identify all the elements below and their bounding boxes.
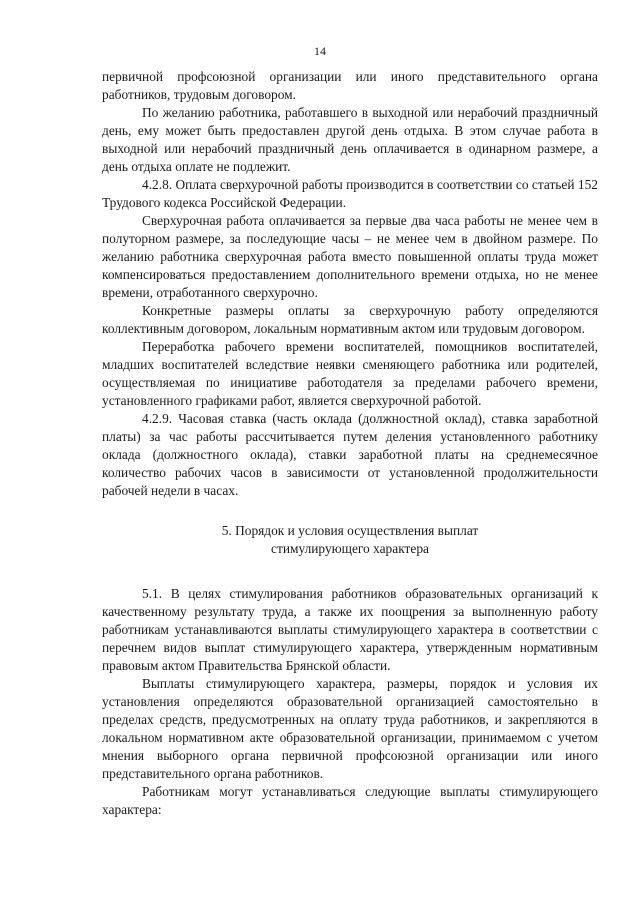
paragraph: 4.2.9. Часовая ставка (часть оклада (должностной оклад), ставка заработной платы) за час работы рассчитывается путем деления установленного работнику оклада (должностного оклада), ставки заработной платы на среднемесячное количество рабочих часов в зависимости от установленной продолжительности рабочей недели в часах. xyxy=(102,411,598,498)
paragraph: Выплаты стимулирующего характера, размеры, порядок и условия их установления определяются образовательной организацией самостоятельно в пределах средств, предусмотренных на оплату труда работников, и закрепляются в локальном нормативном акте образовательной организации, принимаемом с учетом мнения выборного органа первичной профсоюзной организации или иного представительного органа работников. xyxy=(102,676,598,781)
section-heading-line: стимулирующего характера xyxy=(271,541,429,556)
section-heading-line: 5. Порядок и условия осуществления выплат xyxy=(221,523,479,538)
paragraph: Сверхурочная работа оплачивается за первые два часа работы не менее чем в полуторном размере, за последующие часы – не менее чем в двойном размере. По желанию работника сверхурочная работа вместо повышенной оплаты труда может компенсироваться предоставлением дополнительного времени отдыха, но не менее времени, отработанного сверхурочно. xyxy=(102,213,598,300)
paragraph: Переработка рабочего времени воспитателей, помощников воспитателей, младших воспитателей вследствие неявки сменяющего работника или родителей, осуществляемая по инициативе работодателя за пределами рабочего времени, установленного графиками работ, является сверхурочной работой. xyxy=(102,339,598,408)
paragraph: 4.2.8. Оплата сверхурочной работы производится в соответствии со статьей 152 Трудового кодекса Российской Федерации. xyxy=(102,177,598,210)
paragraph: первичной профсоюзной организации или иного представительного органа работников, трудовым договором. xyxy=(102,69,598,102)
paragraph: 5.1. В целях стимулирования работников образовательных организаций к качественному результату труда, а также их поощрения за выполненную работу работникам устанавливаются выплаты стимулирующего характера в соответствии с перечнем видов выплат стимулирующего характера, утвержденным нормативным правовым актом Правительства Брянской области. xyxy=(102,586,598,673)
document-body xyxy=(102,68,598,819)
paragraph: По желанию работника, работавшего в выходной или нерабочий праздничный день, ему может быть предоставлен другой день отдыха. В этом случае работа в выходной или нерабочий праздничный день оплачивается в одинарном размере, а день отдыха оплате не подлежит. xyxy=(102,105,598,174)
paragraph: Работникам могут устанавливаться следующие выплаты стимулирующего характера: xyxy=(102,784,598,817)
section-heading xyxy=(102,522,598,558)
page-number: 14 xyxy=(314,44,326,58)
paragraph: Конкретные размеры оплаты за сверхурочную работу определяются коллективным договором, локальным нормативным актом или трудовым договором. xyxy=(102,303,598,336)
